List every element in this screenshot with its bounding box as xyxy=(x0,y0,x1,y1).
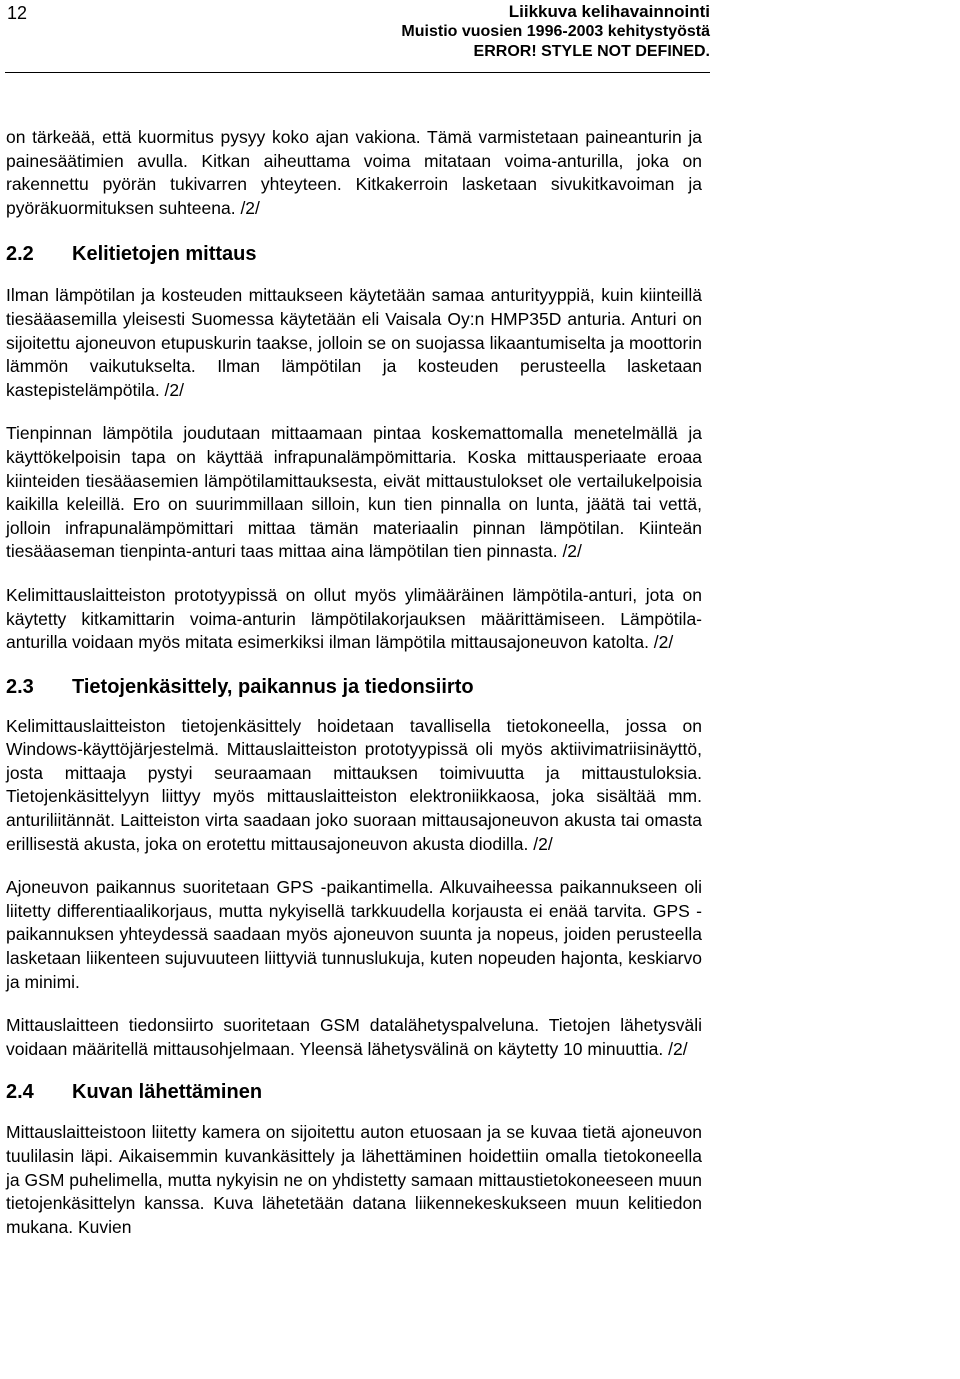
paragraph: Kelimittauslaitteiston tietojenkäsittely hoidetaan tavallisella tietokoneella, jossa on Windows-käyttöjärjestelmä. Mittauslaitteiston prototyypissä oli myös aktiivimatriisinäyttö, josta mittaaja pystyi seuraamaan mittauksen toimivuutta ja mittaustuloksia. Tietojenkäsittelyyn liittyy myös mittauslaitteiston elektroniikkaosa, joka sisältää mm. anturiliitännät. Laitteiston virta saadaan joko suoraan mittausajoneuvon akusta tai omasta erillisestä akusta, joka on erotettu mittausajoneuvon akusta diodilla. /2/ xyxy=(6,715,702,854)
intro-paragraph: on tärkeää, että kuormitus pysyy koko ajan vakiona. Tämä varmistetaan paineanturin ja painesäätimien avulla. Kitkan aiheuttama voima mitataan voima-anturilla, joka on rakennettu pyörän tukivarren yhteyteen. Kitkakerroin lasketaan sivukitkavoiman ja pyöräkuormituksen suhteena. /2/ xyxy=(6,127,702,218)
running-header xyxy=(401,2,710,62)
paragraph: Ilman lämpötilan ja kosteuden mittaukseen käytetään samaa anturityyppiä, kuin kiinteillä tiesääasemilla yleisesti Suomessa käytetään eli Vaisala Oy:n HMP35D anturia. Anturi on sijoitettu ajoneuvon etupuskurin taakse, jolloin se on suojassa likaantumiselta ja moottorin lämmön vaikutukselta. Ilman lämpötilan ja kosteuden perusteella lasketaan kastepistelämpötila. /2/ xyxy=(6,285,702,400)
heading-title: Tietojenkäsittely, paikannus ja tiedonsiirto xyxy=(72,675,474,698)
heading-number: 2.4 xyxy=(6,1081,34,1104)
paragraph: Mittauslaitteen tiedonsiirto suoritetaan GSM datalähetyspalveluna. Tietojen lähetysväli voidaan määritellä mittausohjelmaan. Yleensä lähetysvälinä on käytetty 10 minuuttia. /2/ xyxy=(6,1015,702,1059)
page-body xyxy=(6,126,702,1239)
document-subtitle: Muistio vuosien 1996-2003 kehitystyöstä xyxy=(401,23,710,40)
paragraph: Tienpinnan lämpötila joudutaan mittaamaan pintaa koskemattomalla menetelmällä ja käyttökelpoisin tapa on käyttää infrapunalämpömittaria. Koska mittausperiaate eroaa kiinteiden tiesääasemien lämpötilamittauksesta, eivät mittaustulokset ole vertailukelpoisia kaikilla keleillä. Ero on suurimmillaan silloin, kun tien pinnalla on lunta, jäätä tai vettä, jolloin infrapunalämpömittari mittaa tämän materiaalin pinnan lämpötilan. Kiinteän tiesääaseman tienpinta-anturi taas mittaa aina lämpötilan tien pinnasta. /2/ xyxy=(6,423,702,562)
heading-number: 2.3 xyxy=(6,675,34,698)
heading-number: 2.2 xyxy=(6,243,34,266)
paragraph: Mittauslaitteistoon liitetty kamera on sijoitettu auton etuosaan ja se kuvaa tietä ajoneuvon tuulilasin läpi. Aikaisemmin kuvankäsittely ja lähettäminen hoidettiin omalla tietokoneella ja GSM puhelimella, mutta nykyisin ne on yhdistetty samaan mittaustietokoneeseen muun tietojenkäsittelyn kanssa. Kuva lähetetään datana liikennekeskukseen muun kelitiedon mukana. Kuvien xyxy=(6,1122,702,1237)
paragraph: Ajoneuvon paikannus suoritetaan GPS -paikantimella. Alkuvaiheessa paikannukseen oli liitetty differentiaalikorjaus, mutta nykyisellä tarkkuudella korjausta ei enää tarvita. GPS -paikannuksen yhteydessä saadaan myös ajoneuvon suunta ja nopeus, joiden perusteella lasketaan liikenteen sujuvuuteen liittyviä tunnuslukuja, kuten nopeuden hajonta, keskiarvo ja minimi. xyxy=(6,877,702,992)
style-error-line: ERROR! STYLE NOT DEFINED. xyxy=(473,43,710,60)
heading-2-4 xyxy=(6,1080,702,1104)
heading-title: Kelitietojen mittaus xyxy=(72,243,257,266)
paragraph: Kelimittauslaitteiston prototyypissä on ollut myös ylimääräinen lämpötila-anturi, jota on käytetty kitkamittarin voima-anturin lämpötilakorjauksen määrittämiseen. Lämpötila-anturilla voidaan myös mitata esimerkiksi ilman lämpötila mittausajoneuvon katolta. /2/ xyxy=(6,584,702,653)
heading-2-3 xyxy=(6,675,702,699)
page-number: 12 xyxy=(7,3,28,23)
header-divider xyxy=(5,72,710,73)
page-header xyxy=(5,2,710,72)
heading-2-2 xyxy=(6,242,702,266)
document-title: Liikkuva kelihavainnointi xyxy=(508,2,710,21)
heading-title: Kuvan lähettäminen xyxy=(72,1081,263,1104)
